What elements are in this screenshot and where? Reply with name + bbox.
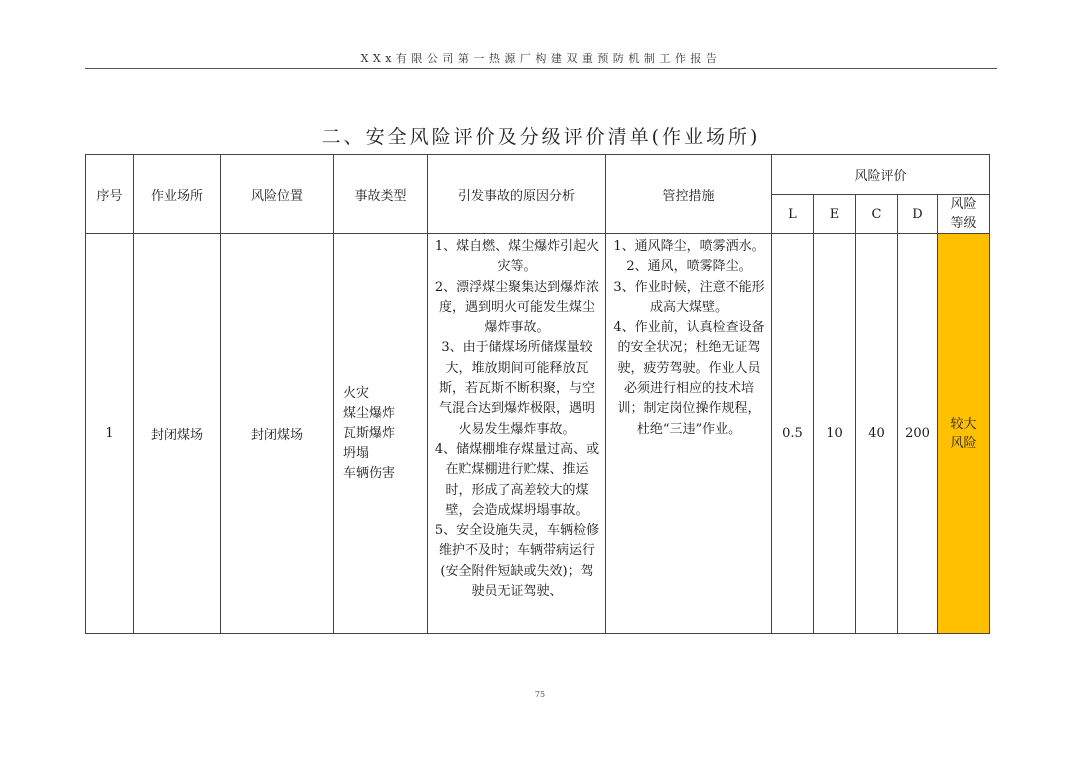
header-risk-level xyxy=(938,195,990,234)
header-D: D xyxy=(898,195,938,234)
row-D-value: 200 xyxy=(898,234,938,634)
cause-item: 1、煤自燃、煤尘爆炸引起火灾等。 xyxy=(434,239,600,275)
row-risk-level xyxy=(938,234,990,634)
header-L: L xyxy=(772,195,814,234)
accident-type-item: 车辆伤害 xyxy=(343,465,396,481)
header-accident-type: 事故类型 xyxy=(334,155,428,234)
risk-assessment-table xyxy=(85,154,990,634)
accident-type-item: 瓦斯爆炸 xyxy=(343,425,396,441)
measure-item: 1、通风降尘，喷雾洒水。 xyxy=(613,239,765,254)
accident-type-item: 坍塌 xyxy=(343,445,370,461)
row-measures xyxy=(606,234,772,634)
running-header: XXx有限公司第一热源厂构建双重预防机制工作报告 xyxy=(360,52,722,65)
accident-type-item: 煤尘爆炸 xyxy=(343,405,396,421)
header-cause-analysis: 引发事故的原因分析 xyxy=(428,155,606,234)
measure-item: 3、作业时候，注意不能形成高大煤壁。 xyxy=(613,279,765,315)
page-number: 75 xyxy=(534,690,546,699)
row-index: 1 xyxy=(86,234,134,634)
row-accident-types xyxy=(334,234,428,634)
header-location: 作业场所 xyxy=(134,155,221,234)
cause-item: 4、储煤棚堆存煤量过高、或在贮煤棚进行贮煤、推运时，形成了高差较大的煤壁，会造成煤坍塌事故。 xyxy=(434,441,600,518)
measure-item: 2、通风，喷雾降尘。 xyxy=(626,259,752,275)
cause-item: 2、漂浮煤尘聚集达到爆炸浓度，遇到明火可能发生煤尘爆炸事故。 xyxy=(434,279,600,336)
header-rule xyxy=(85,68,997,69)
header-E: E xyxy=(814,195,856,234)
document-title: 二、安全风险评价及分级评价清单(作业场所) xyxy=(321,126,761,148)
header-risk-level-line1: 风险 xyxy=(950,197,977,212)
header-C: C xyxy=(856,195,898,234)
row-location: 封闭煤场 xyxy=(134,234,221,634)
table-row xyxy=(86,234,990,634)
row-causes xyxy=(428,234,606,634)
measure-item: 4、作业前，认真检查设备的安全状况；杜绝无证驾驶，疲劳驾驶。作业人员必须进行相应的技术培训；制定岗位操作规程，杜绝“三违”作业。 xyxy=(613,320,765,437)
cause-item: 5、安全设施失灵，车辆检修维护不及时；车辆带病运行(安全附件短缺或失效)；驾驶员无证驾驶、 xyxy=(434,523,600,600)
cause-item: 3、由于储煤场所储煤量较大，堆放期间可能释放瓦斯，若瓦斯不断积聚，与空气混合达到爆炸极限，遇明火易发生爆炸事故。 xyxy=(438,340,595,437)
header-risk-assessment: 风险评价 xyxy=(772,155,990,195)
risk-level-text: 较大风险 xyxy=(950,416,977,451)
row-L-value: 0.5 xyxy=(772,234,814,634)
header-risk-level-line2: 等级 xyxy=(950,216,977,231)
row-E-value: 10 xyxy=(814,234,856,634)
header-index: 序号 xyxy=(86,155,134,234)
row-C-value: 40 xyxy=(856,234,898,634)
header-control-measures: 管控措施 xyxy=(606,155,772,234)
row-risk-position: 封闭煤场 xyxy=(221,234,334,634)
accident-type-item: 火灾 xyxy=(343,385,370,401)
header-risk-position: 风险位置 xyxy=(221,155,334,234)
